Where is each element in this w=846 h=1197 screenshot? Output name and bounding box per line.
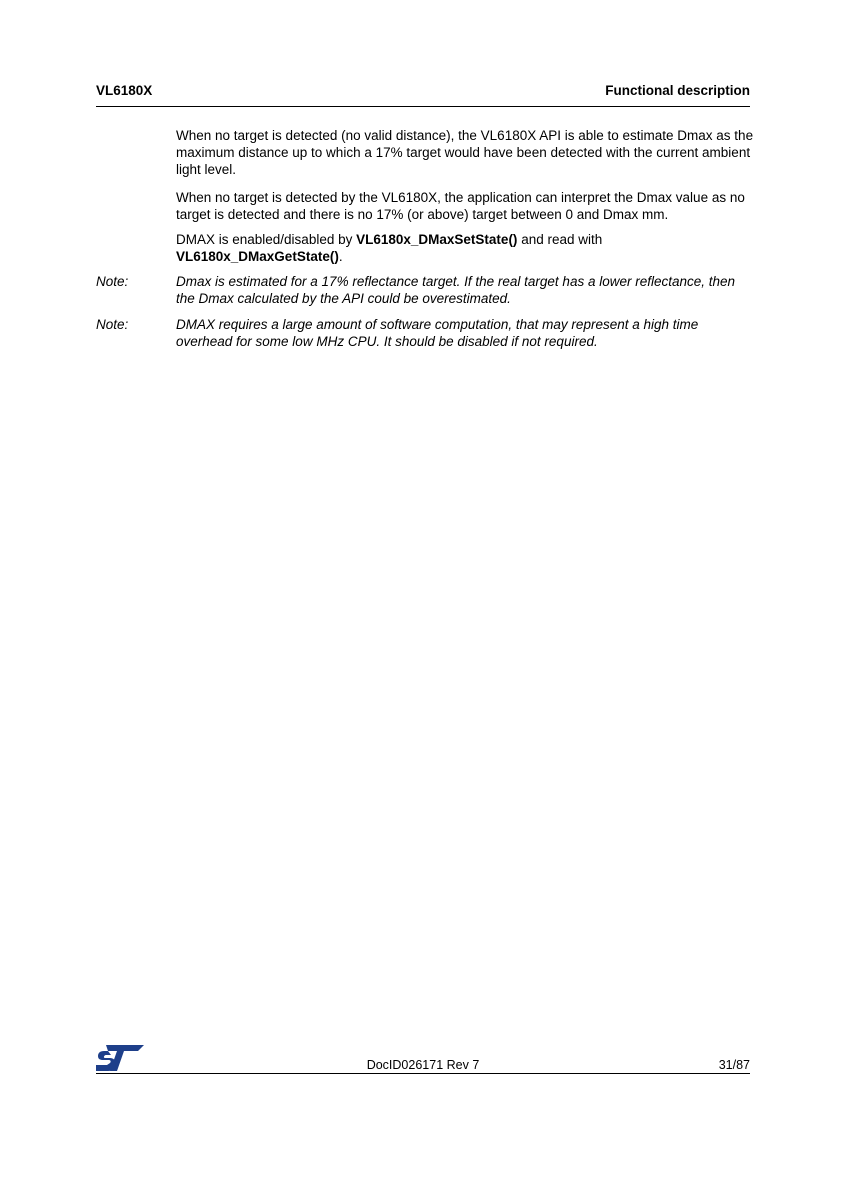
paragraph-dmax-interpretation: When no target is detected by the VL6180X, the application can interpret the Dmax value as no target is detected and there is no 17% (or above) target between 0 and Dmax mm. xyxy=(176,190,745,222)
paragraph-dmax-enable-start: DMAX is enabled/disabled by xyxy=(176,232,357,247)
page-footer xyxy=(96,1045,750,1074)
footer-page-number: 31/87 xyxy=(718,1058,750,1072)
function-name-set-state: VL6180x_DMaxSetState() xyxy=(356,232,518,247)
note-label: Note: xyxy=(96,317,129,332)
paragraph-dmax-enable-end: . xyxy=(338,249,343,264)
note-text-computation: DMAX requires a large amount of software computation, that may represent a high time overhead for some low MHz CPU. It should be disabled if not required. xyxy=(176,317,699,349)
paragraph-dmax-enable-mid: and read with xyxy=(517,232,603,247)
header-section-title: Functional description xyxy=(605,83,750,98)
paragraph-dmax-estimation: When no target is detected (no valid distance), the VL6180X API is able to estimate Dmax as the maximum distance up to which a 17% target would have been detected with the current ambient light level. xyxy=(176,128,754,177)
note-text-reflectance: Dmax is estimated for a 17% reflectance target. If the real target has a lower reflectance, then the Dmax calculated by the API could be overestimated. xyxy=(176,274,736,306)
footer-document-id: DocID026171 Rev 7 xyxy=(366,1058,480,1072)
paragraph-dmax-enable xyxy=(176,231,756,265)
header-product-name: VL6180X xyxy=(96,83,153,98)
function-name-get-state: VL6180x_DMaxGetState() xyxy=(176,249,339,264)
page-header xyxy=(96,82,750,107)
note-label: Note: xyxy=(96,274,129,289)
